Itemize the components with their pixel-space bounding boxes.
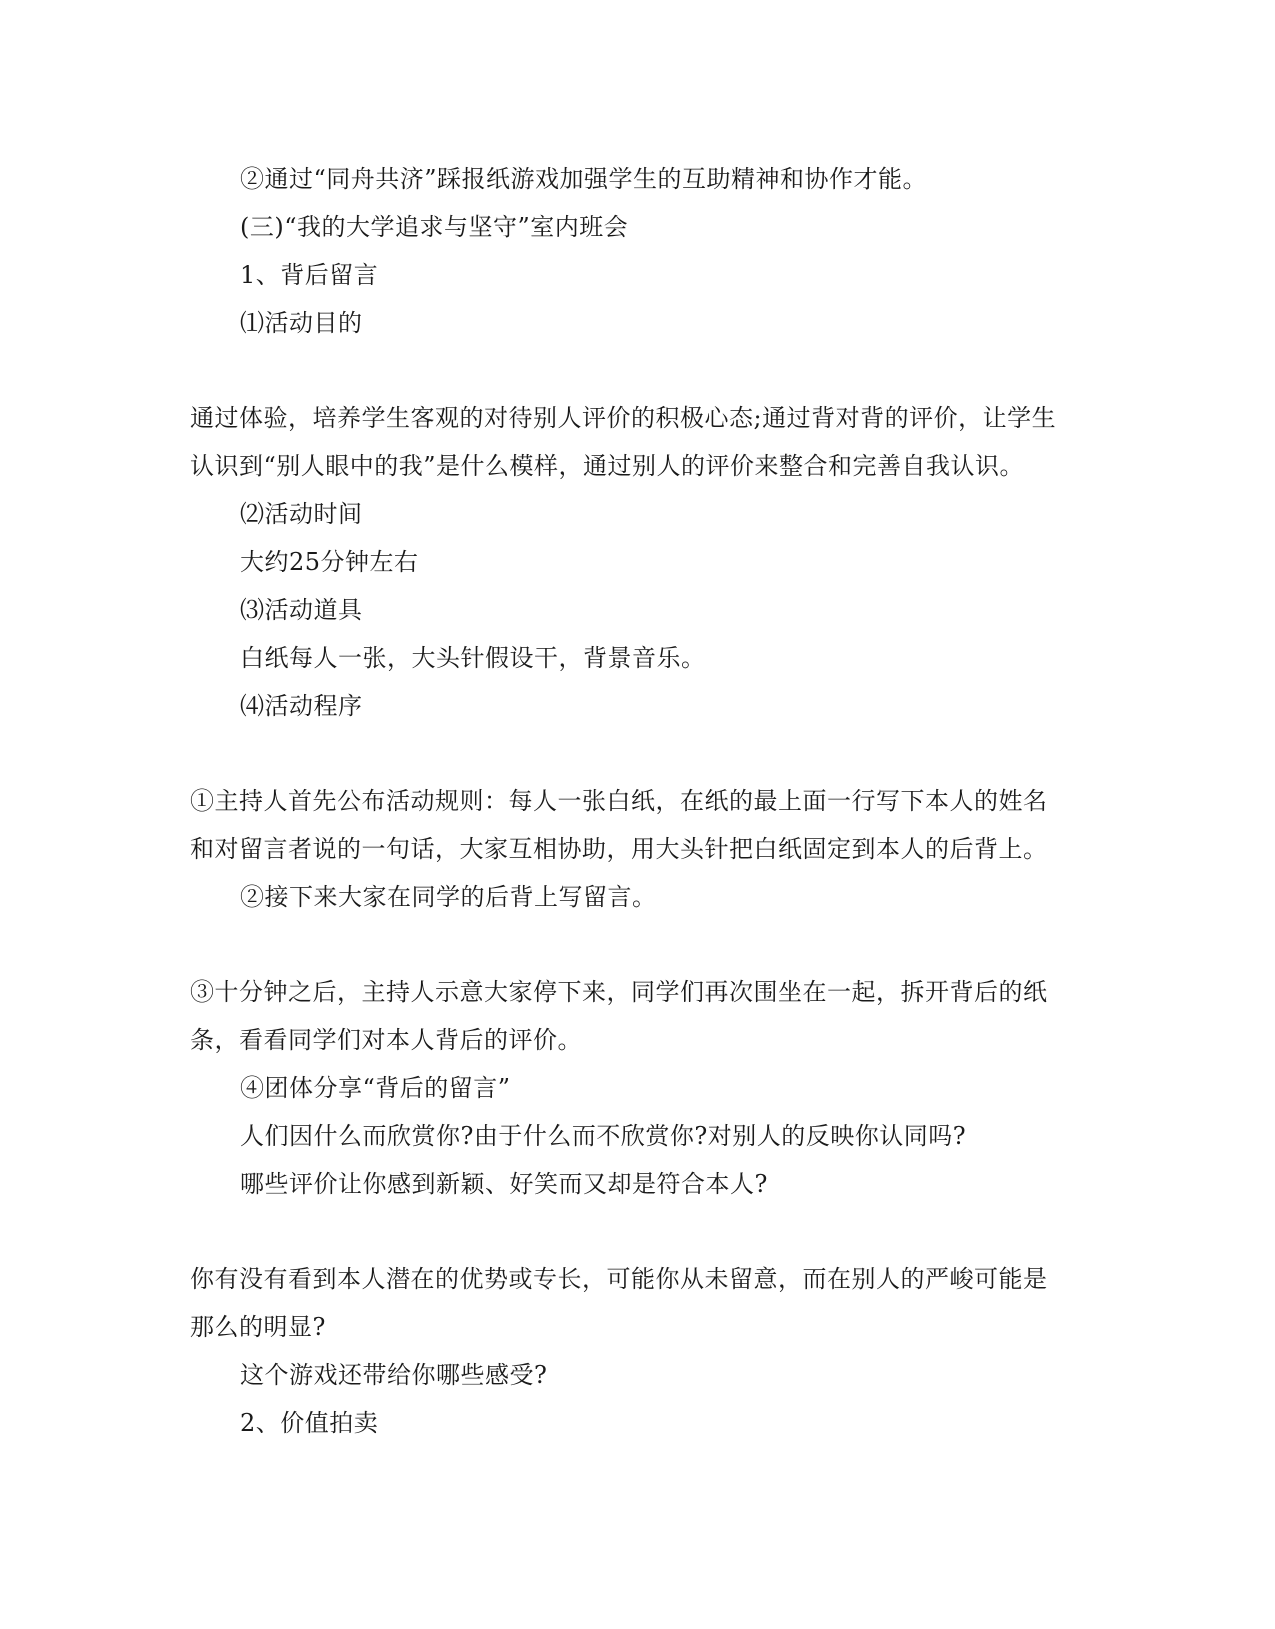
text-line: 大约25分钟左右 — [240, 548, 419, 576]
text-line: ④团体分享“背后的留言” — [240, 1074, 511, 1102]
text-line: 这个游戏还带给你哪些感受? — [240, 1361, 548, 1389]
text-line: 条，看看同学们对本人背后的评价。 — [190, 1026, 582, 1054]
item-heading: ⑶活动道具 — [240, 596, 363, 624]
item-heading: ⑵活动时间 — [240, 500, 363, 528]
text-line: ②通过“同舟共济”踩报纸游戏加强学生的互助精神和协作才能。 — [240, 165, 928, 193]
text-line: ②接下来大家在同学的后背上写留言。 — [240, 883, 657, 911]
section-heading: (三)“我的大学追求与坚守”室内班会 — [240, 213, 629, 241]
text-line: 认识到“别人眼中的我”是什么模样，通过别人的评价来整合和完善自我认识。 — [190, 452, 1025, 480]
text-line: 白纸每人一张，大头针假设干，背景音乐。 — [240, 644, 706, 672]
text-line: 你有没有看到本人潜在的优势或专长，可能你从未留意，而在别人的严峻可能是 — [190, 1265, 1048, 1293]
text-line: ③十分钟之后，主持人示意大家停下来，同学们再次围坐在一起，拆开背后的纸 — [190, 978, 1048, 1006]
subsection-heading: 2、价值拍卖 — [240, 1409, 379, 1437]
item-heading: ⑷活动程序 — [240, 692, 363, 720]
text-line: 和对留言者说的一句话，大家互相协助，用大头针把白纸固定到本人的后背上。 — [190, 835, 1048, 863]
item-heading: ⑴活动目的 — [240, 309, 363, 337]
text-line: 哪些评价让你感到新颖、好笑而又却是符合本人? — [240, 1170, 768, 1198]
text-line: 通过体验，培养学生客观的对待别人评价的积极心态;通过背对背的评价，让学生 — [190, 404, 1057, 432]
text-line: ①主持人首先公布活动规则：每人一张白纸，在纸的最上面一行写下本人的姓名 — [190, 787, 1048, 815]
text-line: 人们因什么而欣赏你?由于什么而不欣赏你?对别人的反映你认同吗? — [240, 1122, 967, 1150]
subsection-heading: 1、背后留言 — [240, 261, 379, 289]
text-line: 那么的明显? — [190, 1313, 326, 1341]
